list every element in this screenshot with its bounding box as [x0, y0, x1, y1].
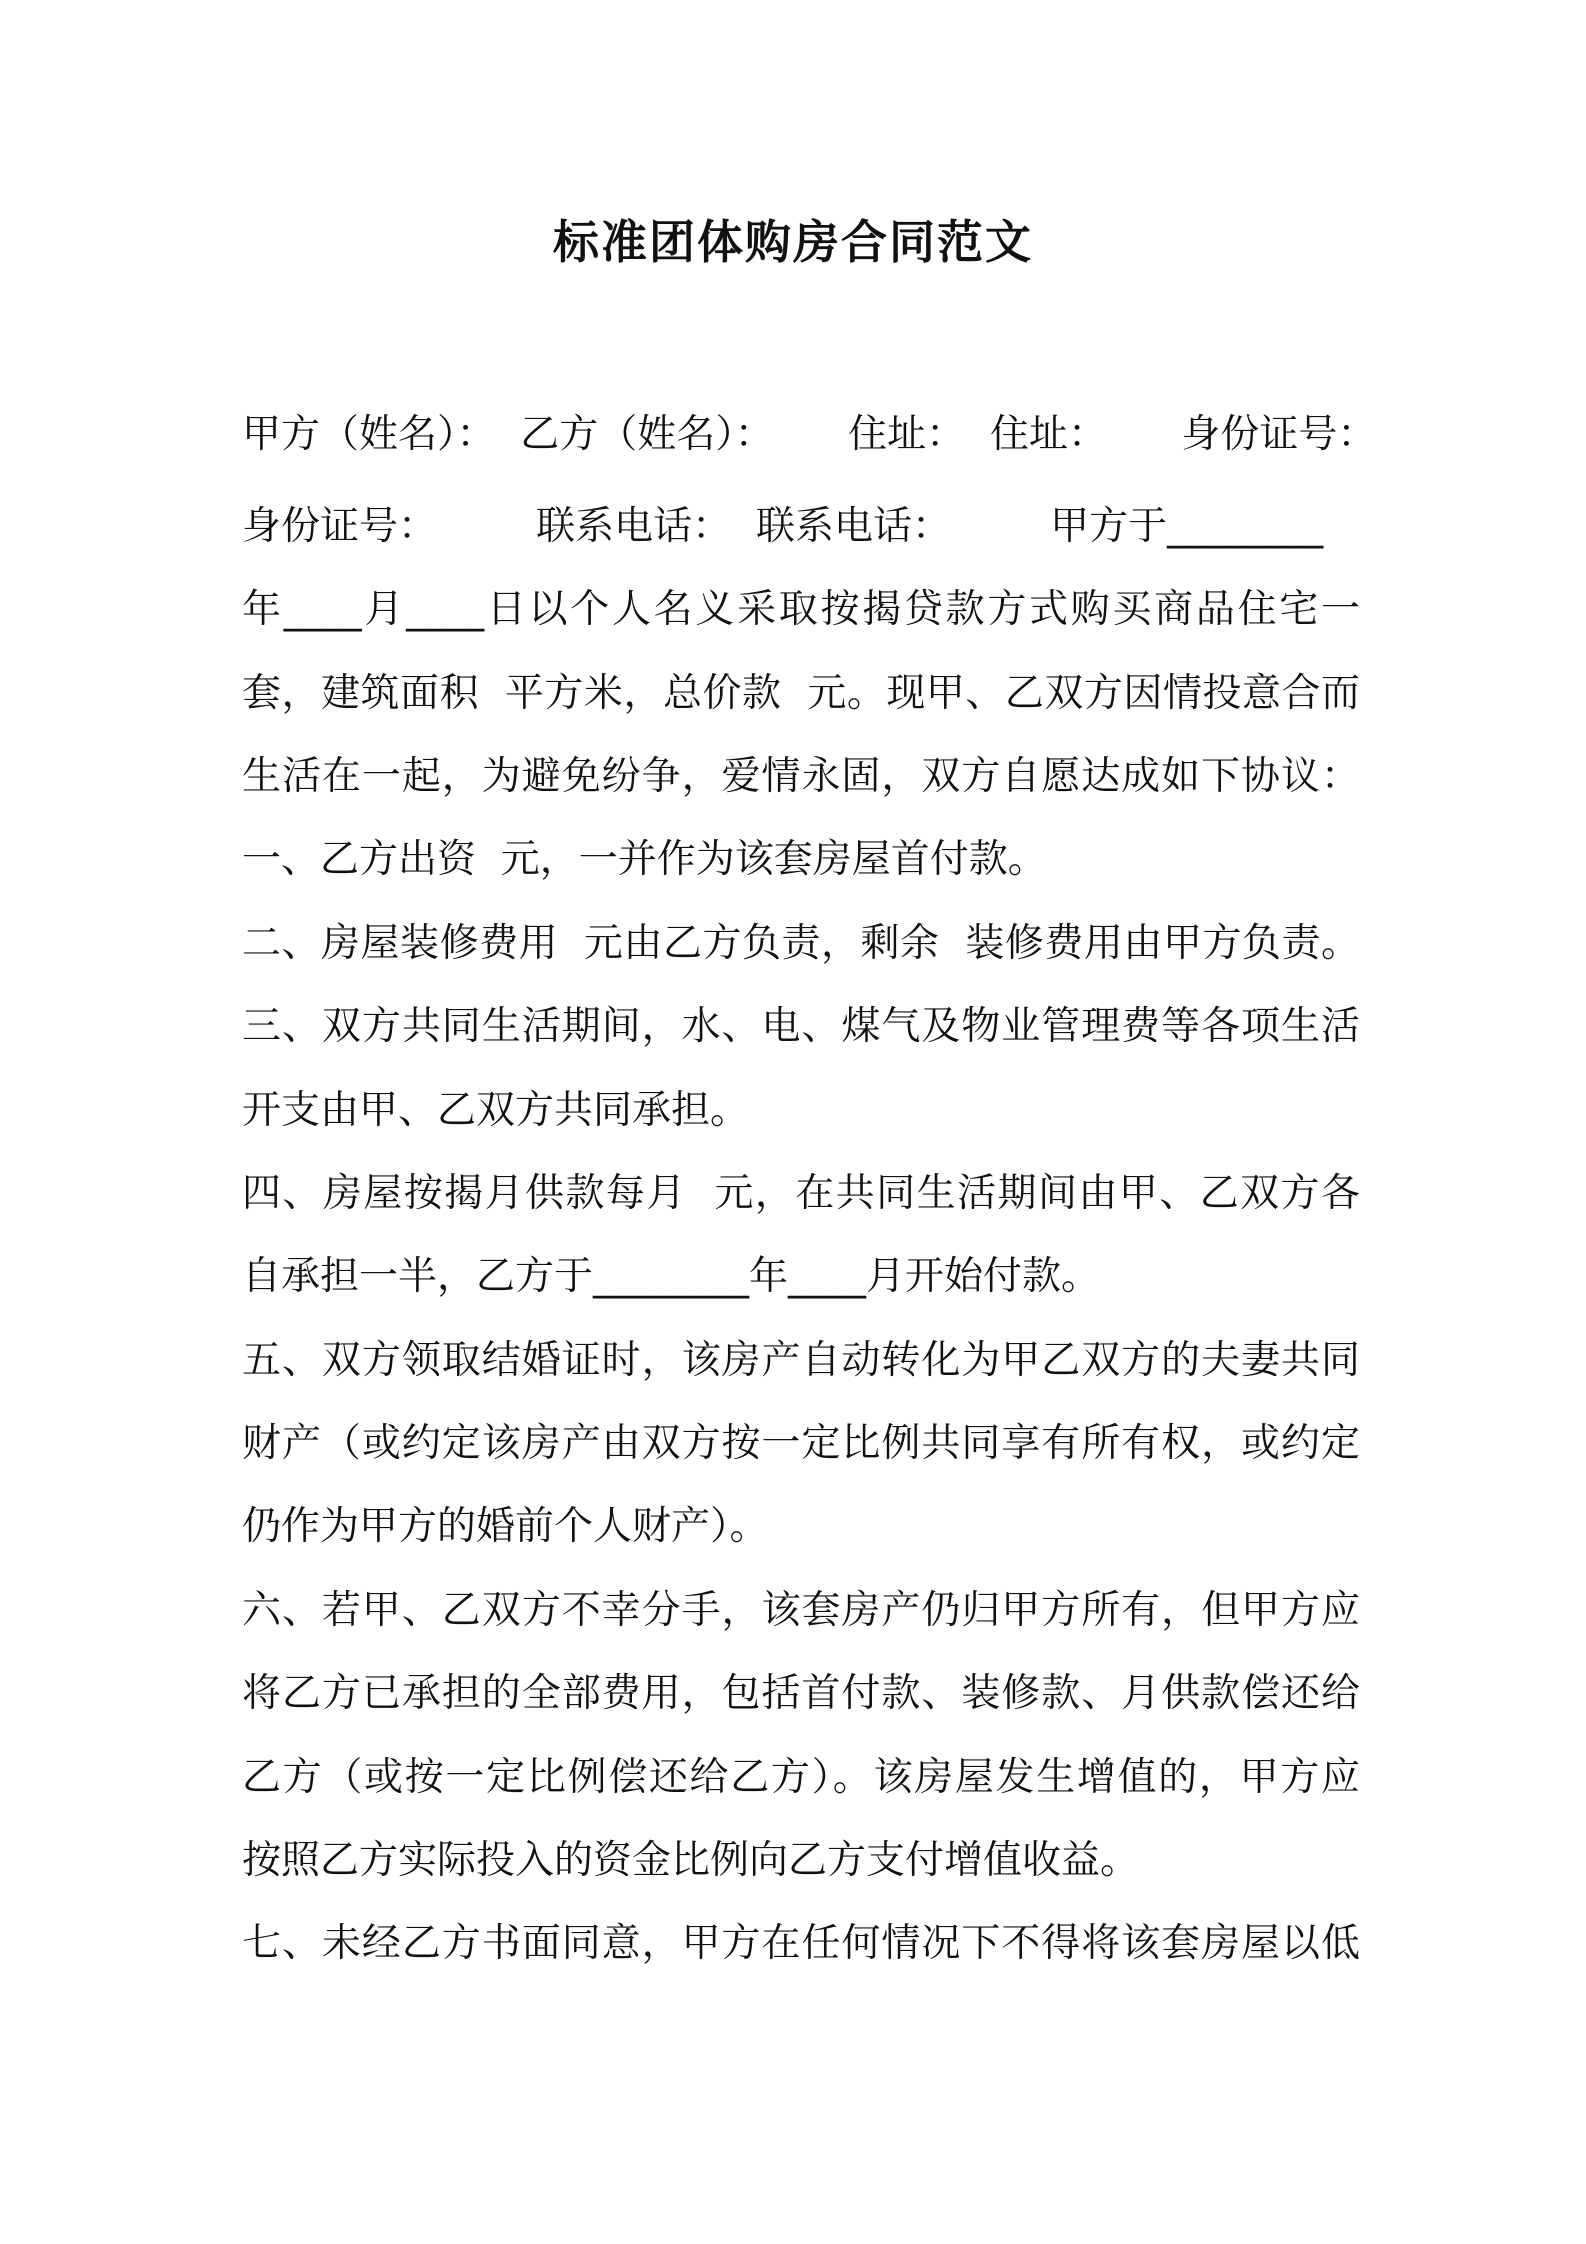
body-line: 乙方（或按一定比例偿还给乙方）。该房屋发生增值的，甲方应: [242, 1755, 1360, 1800]
body-line: 身份证号： 联系电话： 联系电话： 甲方于________: [242, 504, 1324, 549]
body-line: 按照乙方实际投入的资金比例向乙方支付增值收益。: [242, 1838, 1140, 1883]
body-line: 将乙方已承担的全部费用，包括首付款、装修款、月供款偿还给: [242, 1671, 1360, 1716]
body-line: 二、房屋装修费用 元由乙方负责，剩余 装修费用由甲方负责。: [242, 921, 1360, 966]
body-line: 生活在一起，为避免纷争，爱情永固，双方自愿达成如下协议：: [242, 754, 1360, 799]
body-line: 四、房屋按揭月供款每月 元，在共同生活期间由甲、乙双方各: [242, 1171, 1360, 1216]
body-line: 六、若甲、乙双方不幸分手，该套房产仍归甲方所有，但甲方应: [242, 1588, 1360, 1633]
body-line: 七、未经乙方书面同意，甲方在任何情况下不得将该套房屋以低: [242, 1921, 1360, 1966]
document-title: 标准团体购房合同范文: [553, 215, 1033, 269]
body-line: 一、乙方出资 元，一并作为该套房屋首付款。: [242, 837, 1047, 882]
body-line: 套，建筑面积 平方米，总价款 元。现甲、乙双方因情投意合而: [242, 671, 1360, 716]
body-line: 三、双方共同生活期间，水、电、煤气及物业管理费等各项生活: [242, 1004, 1360, 1049]
body-line: 财产（或约定该房产由双方按一定比例共同享有所有权，或约定: [242, 1421, 1360, 1466]
body-line: 五、双方领取结婚证时，该房产自动转化为甲乙双方的夫妻共同: [242, 1338, 1360, 1383]
body-line: 仍作为甲方的婚前个人财产）。: [242, 1504, 769, 1549]
body-line: 年____月____日以个人名义采取按揭贷款方式购买商品住宅一: [242, 587, 1360, 632]
body-line: 开支由甲、乙双方共同承担。: [242, 1088, 750, 1133]
body-line: 自承担一半，乙方于________年____月开始付款。: [242, 1254, 1101, 1299]
body-line: 甲方（姓名）： 乙方（姓名）： 住址： 住址： 身份证号：: [242, 412, 1377, 457]
